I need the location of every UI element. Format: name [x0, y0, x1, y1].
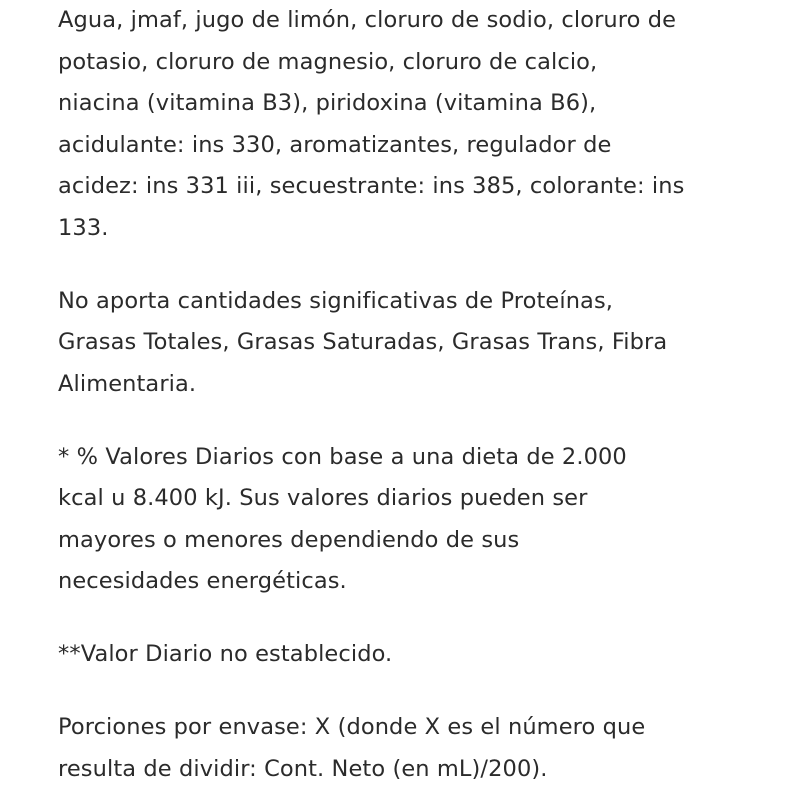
daily-values-note-paragraph [58, 437, 758, 603]
nutrition-label-text [58, 0, 758, 790]
text-line: * % Valores Diarios con base a una dieta de 2.000 [58, 443, 627, 470]
paragraph-spacer [58, 603, 758, 635]
servings-note-paragraph [58, 707, 758, 790]
text-line: niacina (vitamina B3), piridoxina (vitamina B6), [58, 90, 597, 116]
text-line: potasio, cloruro de magnesio, cloruro de calcio, [58, 48, 598, 75]
text-line: resulta de dividir: Cont. Neto (en mL)/200). [58, 755, 548, 782]
ingredients-paragraph [58, 0, 758, 249]
text-line: Alimentaria. [58, 370, 197, 397]
text-line: **Valor Diario no establecido. [58, 641, 393, 667]
text-line: Porciones por envase: X (donde X es el número que [58, 714, 646, 740]
text-line: kcal u 8.400 kJ. Sus valores diarios pueden ser [58, 485, 588, 511]
text-line: 133. [58, 214, 109, 241]
text-line: No aporta cantidades significativas de Proteínas, [58, 287, 614, 314]
paragraph-spacer [58, 249, 758, 281]
text-line: Agua, jmaf, jugo de limón, cloruro de sodio, cloruro de [58, 7, 677, 33]
text-line: mayores o menores dependiendo de sus [58, 526, 520, 553]
nutrients-note-paragraph [58, 281, 758, 406]
paragraph-spacer [58, 676, 758, 708]
text-line: acidez: ins 331 iii, secuestrante: ins 385, colorante: ins [58, 173, 685, 199]
text-line: acidulante: ins 330, aromatizantes, regulador de [58, 131, 612, 158]
text-line: necesidades energéticas. [58, 568, 347, 594]
paragraph-spacer [58, 405, 758, 437]
text-line: Grasas Totales, Grasas Saturadas, Grasas Trans, Fibra [58, 329, 668, 355]
daily-value-not-established-paragraph [58, 634, 758, 676]
